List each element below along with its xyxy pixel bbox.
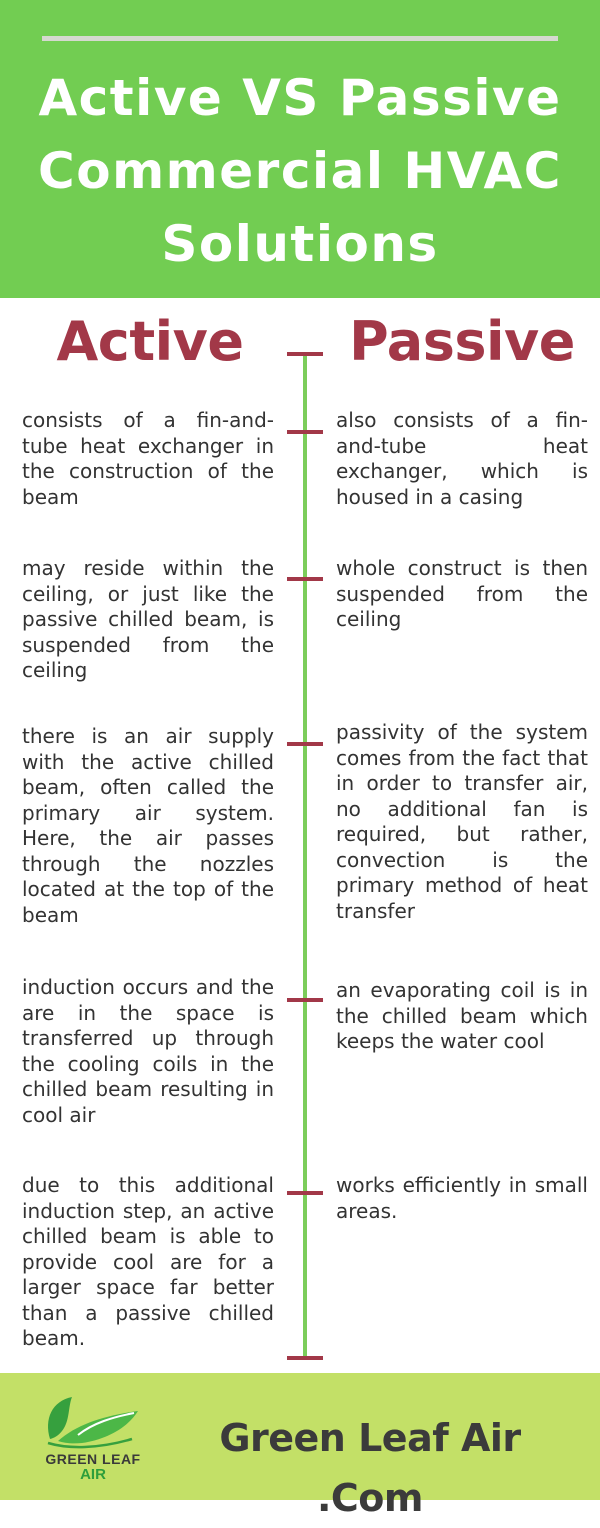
title-line-3: Solutions xyxy=(161,215,439,273)
timeline-line xyxy=(303,354,307,1359)
active-column-heading: Active xyxy=(56,310,244,373)
footer-brand-text: Green Leaf Air .Com xyxy=(219,1416,521,1520)
timeline-tick xyxy=(287,577,323,581)
timeline-tick xyxy=(287,1191,323,1195)
logo-text-line-1: GREEN LEAF xyxy=(45,1451,141,1467)
timeline-top-tick xyxy=(287,352,323,356)
active-point-1: consists of a fin-and-tube heat exchanger in the construction of the beam xyxy=(22,408,274,509)
logo-text-line-2: AIR xyxy=(80,1466,106,1483)
timeline-tick xyxy=(287,998,323,1002)
passive-point-2: whole construct is then suspended from the ceiling xyxy=(336,556,588,631)
page-title xyxy=(0,62,600,281)
passive-point-1: also consists of a fin-and-tube heat exchanger, which is housed in a casing xyxy=(336,408,588,509)
title-line-2: Commercial HVAC xyxy=(38,142,562,200)
passive-point-3: passivity of the system comes from the fact that in order to transfer air, no additional fan is required, but rather, convection is the primary method of heat transfer xyxy=(336,720,588,923)
timeline-bottom-tick xyxy=(287,1356,323,1360)
timeline-tick xyxy=(287,742,323,746)
timeline-tick xyxy=(287,430,323,434)
active-point-5: due to this additional induction step, an active chilled beam is able to provide cool are for a larger space far better than a passive chilled beam. xyxy=(22,1173,274,1350)
passive-point-4: an evaporating coil is in the chilled beam which keeps the water cool xyxy=(336,978,588,1053)
title-line-1: Active VS Passive xyxy=(38,69,562,127)
header-divider xyxy=(42,36,558,41)
passive-point-5: works efficiently in small areas. xyxy=(336,1173,588,1223)
active-point-2: may reside within the ceiling, or just like the passive chilled beam, is suspended from the ceiling xyxy=(22,556,274,682)
active-point-4: induction occurs and the are in the space is transferred up through the cooling coils in the chilled beam resulting in cool air xyxy=(22,975,274,1127)
active-point-3: there is an air supply with the active chilled beam, often called the primary air system. Here, the air passes through the nozzles located at the top of the beam xyxy=(22,724,274,927)
passive-column-heading: Passive xyxy=(349,310,575,373)
